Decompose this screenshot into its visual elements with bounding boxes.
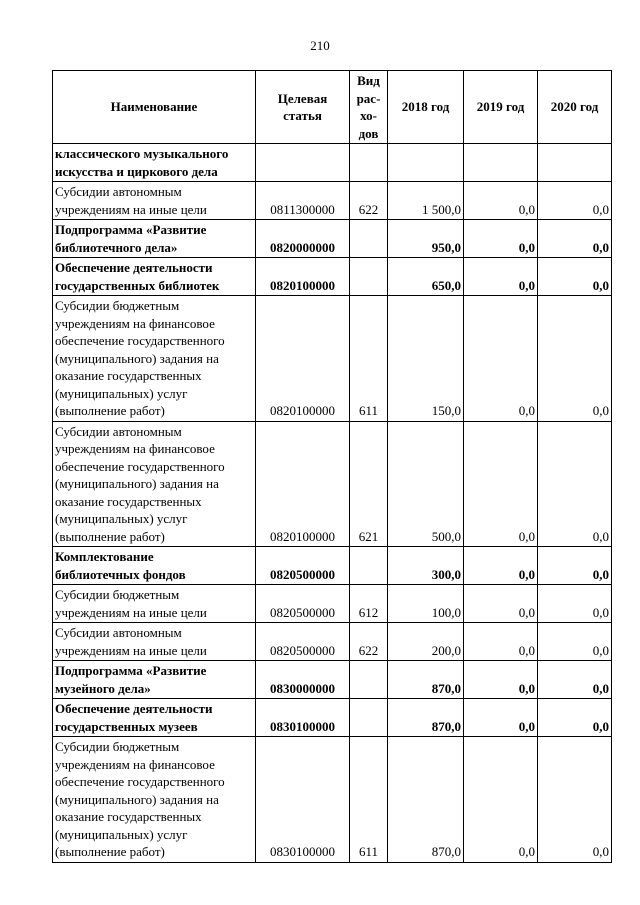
cell-name: Субсидии бюджетным учреждениям на финансовое обеспечение государственного (муниципального) задания на оказание государственных (муниципальных) услуг (выполнение работ) xyxy=(53,737,256,863)
table-row xyxy=(53,585,612,623)
cell-name: Комплектование библиотечных фондов xyxy=(53,547,256,585)
cell-2018: 870,0 xyxy=(388,699,464,737)
cell-target-article xyxy=(256,144,350,182)
cell-2020: 0,0 xyxy=(538,421,612,547)
header-target-article: Целевая статья xyxy=(256,71,350,144)
cell-2020: 0,0 xyxy=(538,699,612,737)
page-number: 210 xyxy=(310,38,330,53)
cell-target-article: 0820500000 xyxy=(256,585,350,623)
table-row xyxy=(53,661,612,699)
cell-target-article: 0820100000 xyxy=(256,421,350,547)
cell-2020: 0,0 xyxy=(538,661,612,699)
cell-2019: 0,0 xyxy=(464,182,538,220)
cell-2020: 0,0 xyxy=(538,585,612,623)
table-body xyxy=(53,144,612,863)
cell-target-article: 0820000000 xyxy=(256,220,350,258)
table-row xyxy=(53,547,612,585)
cell-2018: 1 500,0 xyxy=(388,182,464,220)
cell-target-article: 0820500000 xyxy=(256,623,350,661)
cell-2020: 0,0 xyxy=(538,623,612,661)
cell-2020: 0,0 xyxy=(538,258,612,296)
cell-target-article: 0830000000 xyxy=(256,661,350,699)
header-2020: 2020 год xyxy=(538,71,612,144)
cell-2020 xyxy=(538,144,612,182)
cell-2019: 0,0 xyxy=(464,737,538,863)
cell-2018: 870,0 xyxy=(388,661,464,699)
cell-2020: 0,0 xyxy=(538,547,612,585)
cell-2020: 0,0 xyxy=(538,220,612,258)
cell-2018: 300,0 xyxy=(388,547,464,585)
cell-2018 xyxy=(388,144,464,182)
cell-2019: 0,0 xyxy=(464,585,538,623)
cell-2018: 200,0 xyxy=(388,623,464,661)
cell-name: Обеспечение деятельности государственных библиотек xyxy=(53,258,256,296)
table-header xyxy=(53,71,612,144)
table-row xyxy=(53,220,612,258)
cell-target-article: 0820100000 xyxy=(256,258,350,296)
cell-expense-type xyxy=(350,661,388,699)
cell-2019: 0,0 xyxy=(464,258,538,296)
cell-2020: 0,0 xyxy=(538,737,612,863)
header-expense-type: Вид рас- хо- дов xyxy=(350,71,388,144)
cell-name: Подпрограмма «Развитие музейного дела» xyxy=(53,661,256,699)
cell-2018: 950,0 xyxy=(388,220,464,258)
cell-2019: 0,0 xyxy=(464,623,538,661)
table-row xyxy=(53,421,612,547)
cell-2019: 0,0 xyxy=(464,296,538,422)
cell-2019: 0,0 xyxy=(464,220,538,258)
cell-target-article: 0830100000 xyxy=(256,737,350,863)
cell-2019 xyxy=(464,144,538,182)
cell-2019: 0,0 xyxy=(464,547,538,585)
table-row xyxy=(53,144,612,182)
table-row xyxy=(53,182,612,220)
cell-2018: 150,0 xyxy=(388,296,464,422)
cell-target-article: 0820500000 xyxy=(256,547,350,585)
cell-expense-type xyxy=(350,220,388,258)
cell-name: Обеспечение деятельности государственных музеев xyxy=(53,699,256,737)
cell-2020: 0,0 xyxy=(538,182,612,220)
cell-name: Подпрограмма «Развитие библиотечного дела» xyxy=(53,220,256,258)
cell-2019: 0,0 xyxy=(464,661,538,699)
cell-expense-type xyxy=(350,699,388,737)
cell-expense-type: 622 xyxy=(350,182,388,220)
cell-target-article: 0811300000 xyxy=(256,182,350,220)
cell-expense-type: 611 xyxy=(350,737,388,863)
budget-table xyxy=(52,70,612,863)
cell-target-article: 0820100000 xyxy=(256,296,350,422)
table-row xyxy=(53,699,612,737)
cell-expense-type xyxy=(350,258,388,296)
cell-2018: 500,0 xyxy=(388,421,464,547)
header-2018: 2018 год xyxy=(388,71,464,144)
cell-2018: 870,0 xyxy=(388,737,464,863)
cell-expense-type: 621 xyxy=(350,421,388,547)
cell-2018: 100,0 xyxy=(388,585,464,623)
table-row xyxy=(53,296,612,422)
cell-2019: 0,0 xyxy=(464,421,538,547)
cell-2018: 650,0 xyxy=(388,258,464,296)
cell-2019: 0,0 xyxy=(464,699,538,737)
header-name: Наименование xyxy=(53,71,256,144)
cell-expense-type xyxy=(350,547,388,585)
cell-expense-type xyxy=(350,144,388,182)
cell-target-article: 0830100000 xyxy=(256,699,350,737)
cell-name: Субсидии бюджетным учреждениям на иные цели xyxy=(53,585,256,623)
cell-2020: 0,0 xyxy=(538,296,612,422)
cell-name: Субсидии автономным учреждениям на финансовое обеспечение государственного (муниципального) задания на оказание государственных (муниципальных) услуг (выполнение работ) xyxy=(53,421,256,547)
cell-name: Субсидии автономным учреждениям на иные цели xyxy=(53,623,256,661)
cell-name: Субсидии автономным учреждениям на иные цели xyxy=(53,182,256,220)
cell-expense-type: 622 xyxy=(350,623,388,661)
table-row xyxy=(53,737,612,863)
header-2019: 2019 год xyxy=(464,71,538,144)
table-row xyxy=(53,258,612,296)
cell-name: классического музыкального искусства и циркового дела xyxy=(53,144,256,182)
cell-expense-type: 612 xyxy=(350,585,388,623)
cell-expense-type: 611 xyxy=(350,296,388,422)
cell-name: Субсидии бюджетным учреждениям на финансовое обеспечение государственного (муниципального) задания на оказание государственных (муниципальных) услуг (выполнение работ) xyxy=(53,296,256,422)
table-row xyxy=(53,623,612,661)
